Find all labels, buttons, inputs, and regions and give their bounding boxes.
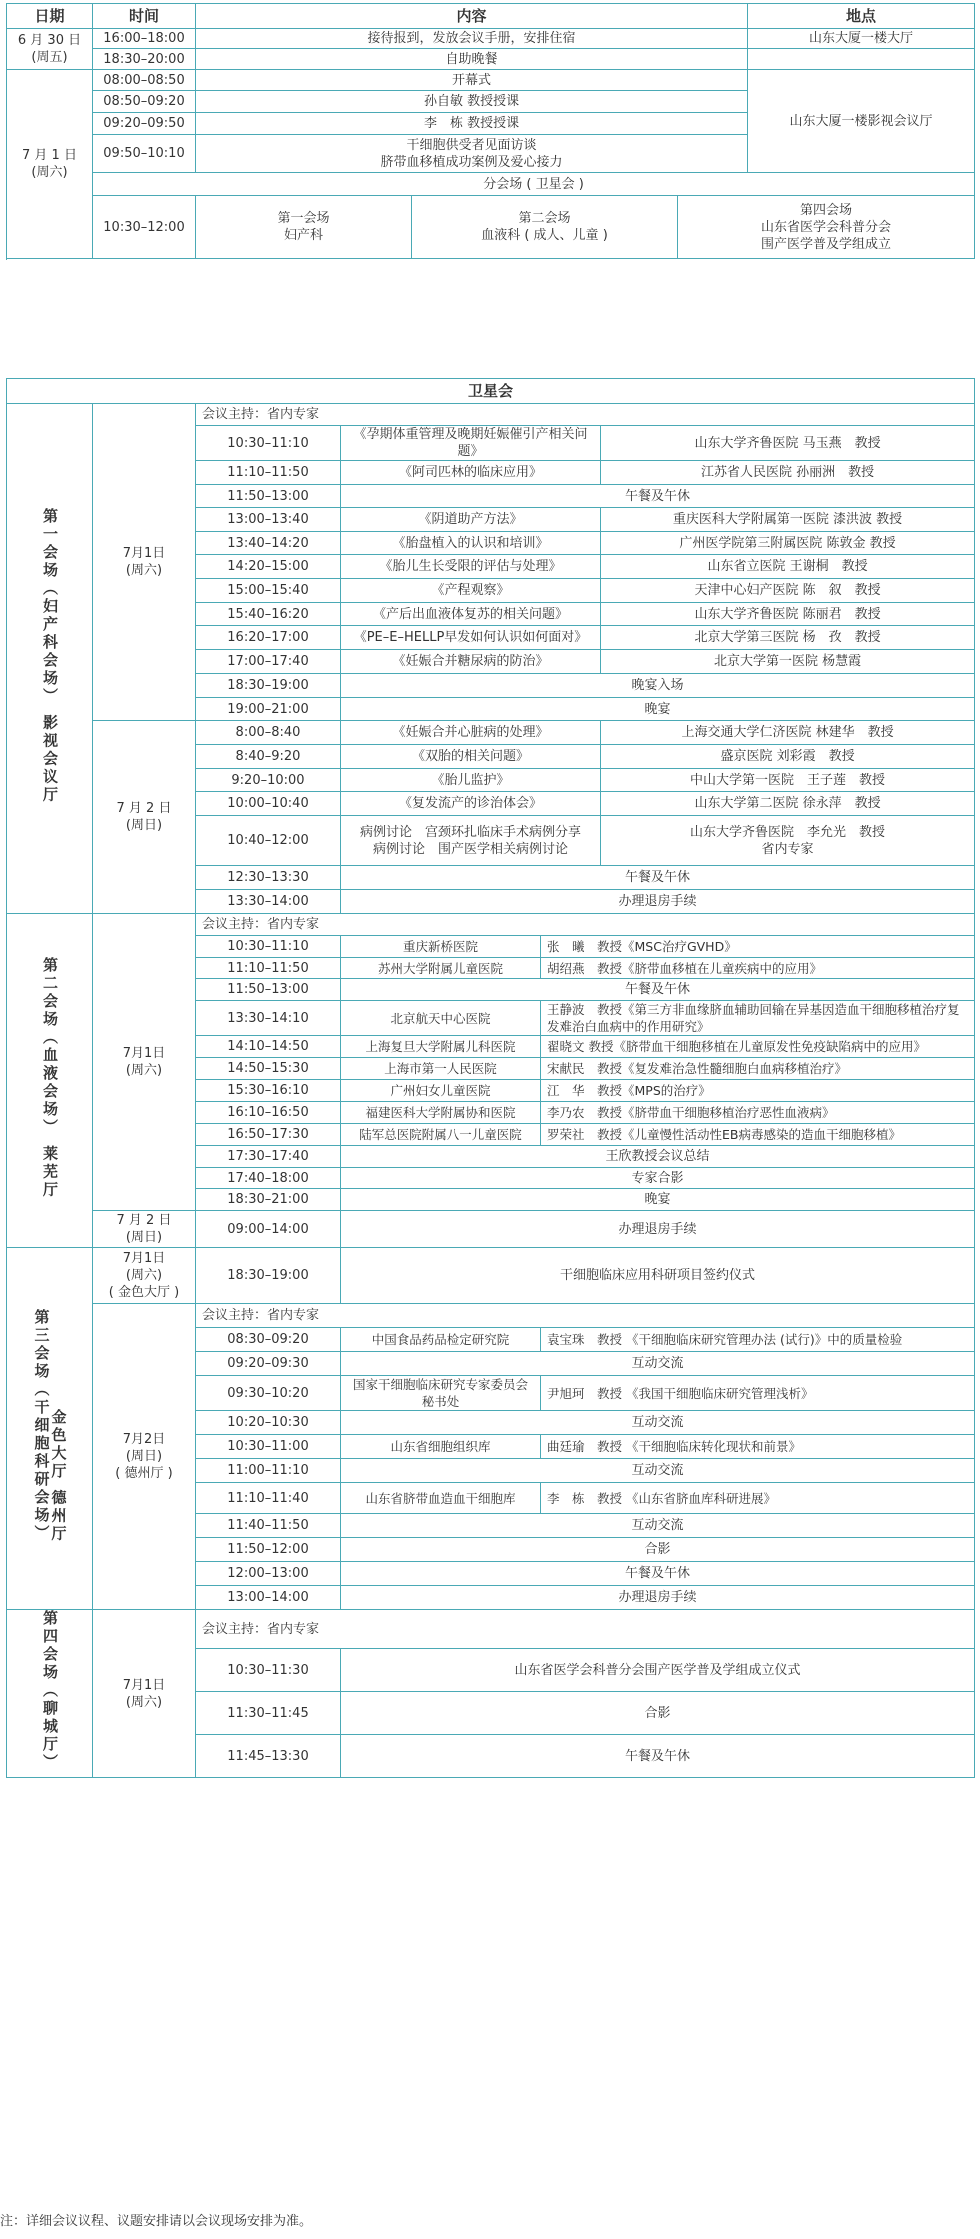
content-cell: 李 栋 教授授课 bbox=[196, 113, 748, 135]
venue-title-text: 金色大厅 德州厅 bbox=[49, 1408, 68, 1543]
talk-cell: 袁宝珠 教授 《干细胞临床研究管理办法 (试行)》中的质量检验 bbox=[541, 1328, 975, 1352]
venue-title-text: 第一会场（妇产科会场） 影视会议厅 bbox=[41, 507, 59, 805]
speaker-cell: 山东大学齐鲁医院 马玉燕 教授 bbox=[601, 426, 975, 461]
date-line: 7 月 2 日 bbox=[116, 1213, 172, 1228]
time-cell: 11:50–13:00 bbox=[196, 485, 341, 508]
date-line: ( 金色大厅 ) bbox=[108, 1285, 180, 1300]
venue-cell: 第二会场 血液科 ( 成人、儿童 ) bbox=[412, 196, 678, 259]
talk-cell: 翟晓文 教授《脐带血干细胞移植在儿童原发性免疫缺陷病中的应用》 bbox=[541, 1036, 975, 1058]
content-cell: 互动交流 bbox=[341, 1459, 975, 1483]
org-cell: 苏州大学附属儿童医院 bbox=[341, 958, 541, 979]
content-cell: 互动交流 bbox=[341, 1514, 975, 1538]
content-cell: 山东省医学会科普分会围产医学普及学组成立仪式 bbox=[341, 1649, 975, 1692]
time-cell: 08:00–08:50 bbox=[93, 70, 196, 91]
time-cell: 11:45–13:30 bbox=[196, 1735, 341, 1778]
header-location: 地点 bbox=[748, 4, 975, 29]
time-cell: 10:30–11:00 bbox=[196, 1435, 341, 1459]
topic-cell: 《妊娠合并糖尿病的防治》 bbox=[341, 650, 601, 674]
content-cell: 合影 bbox=[341, 1538, 975, 1562]
venue-title bbox=[7, 404, 93, 914]
date-cell bbox=[93, 1304, 196, 1610]
venue-title-text: 第三会场（干细胞科研会场） bbox=[32, 1309, 51, 1543]
time-cell: 15:30–16:10 bbox=[196, 1080, 341, 1102]
location-cell bbox=[748, 49, 975, 70]
content-cell: 办理退房手续 bbox=[341, 1211, 975, 1248]
speaker-cell: 山东大学第二医院 徐永萍 教授 bbox=[601, 792, 975, 816]
satellite-title-row bbox=[7, 379, 975, 404]
table-row bbox=[7, 196, 975, 259]
speaker-cell: 中山大学第一医院 王子莲 教授 bbox=[601, 769, 975, 792]
content-cell: 办理退房手续 bbox=[341, 1586, 975, 1610]
org-cell: 广州妇女儿童医院 bbox=[341, 1080, 541, 1102]
topic-cell: 《胎盘植入的认识和培训》 bbox=[341, 532, 601, 555]
date-line: ( 德州厅 ) bbox=[115, 1466, 173, 1481]
topic-cell: 《复发流产的诊治体会》 bbox=[341, 792, 601, 816]
table-row bbox=[7, 70, 975, 91]
content-cell: 合影 bbox=[341, 1692, 975, 1735]
time-cell: 10:30–11:10 bbox=[196, 936, 341, 958]
content-cell: 午餐及午休 bbox=[341, 1562, 975, 1586]
talk-cell: 宋献民 教授《复发难治急性髓细胞白血病移植治疗》 bbox=[541, 1058, 975, 1080]
org-cell: 国家干细胞临床研究专家委员会 秘书处 bbox=[341, 1376, 541, 1411]
date-line: 7月1日 bbox=[122, 1251, 166, 1266]
org-cell: 山东省脐带血造血干细胞库 bbox=[341, 1483, 541, 1514]
content-cell: 晚宴 bbox=[341, 698, 975, 721]
content-cell: 孙自敏 教授授课 bbox=[196, 91, 748, 113]
time-cell: 18:30–21:00 bbox=[196, 1189, 341, 1211]
host-cell: 会议主持：省内专家 bbox=[196, 1610, 975, 1649]
time-cell: 18:30–19:00 bbox=[196, 1248, 341, 1304]
date-line: 7月1日 bbox=[122, 1677, 166, 1693]
speaker-cell: 山东大学齐鲁医院 李允光 教授 省内专家 bbox=[601, 816, 975, 866]
speaker-cell: 广州医学院第三附属医院 陈敦金 教授 bbox=[601, 532, 975, 555]
speaker-cell: 山东大学齐鲁医院 陈丽君 教授 bbox=[601, 603, 975, 626]
time-cell: 09:20–09:30 bbox=[196, 1352, 341, 1376]
date-line: (周日) bbox=[125, 1449, 163, 1464]
location-cell: 山东大厦一楼大厅 bbox=[748, 29, 975, 49]
plenary-table bbox=[6, 3, 975, 259]
satellite-title: 卫星会 bbox=[7, 379, 975, 404]
venue-title-text: 第四会场（聊城厅） bbox=[41, 1610, 59, 1772]
time-cell: 13:00–13:40 bbox=[196, 508, 341, 532]
talk-cell: 尹旭珂 教授 《我国干细胞临床研究管理浅析》 bbox=[541, 1376, 975, 1411]
date-line: 7 月 2 日 bbox=[116, 801, 172, 816]
date-cell bbox=[93, 914, 196, 1211]
content-cell: 干细胞临床应用科研项目签约仪式 bbox=[341, 1248, 975, 1304]
venue-title bbox=[7, 1248, 93, 1610]
time-cell: 11:00–11:10 bbox=[196, 1459, 341, 1483]
talk-cell: 王静波 教授《第三方非血缘脐血辅助回输在异基因造血干细胞移植治疗复发难治白血病中的作用研究》 bbox=[541, 1001, 975, 1036]
org-cell: 中国食品药品检定研究院 bbox=[341, 1328, 541, 1352]
date-line: (周日) bbox=[125, 1230, 163, 1245]
content-cell: 专家合影 bbox=[341, 1168, 975, 1189]
time-cell: 13:00–14:00 bbox=[196, 1586, 341, 1610]
talk-cell: 张 曦 教授《MSC治疗GVHD》 bbox=[541, 936, 975, 958]
topic-cell: 《产程观察》 bbox=[341, 579, 601, 603]
date-cell bbox=[93, 1211, 196, 1248]
header-content: 内容 bbox=[196, 4, 748, 29]
date-cell bbox=[93, 1610, 196, 1778]
table-row bbox=[7, 1248, 975, 1304]
branch-label: 分会场 ( 卫星会 ) bbox=[93, 173, 975, 196]
content-cell: 王欣教授会议总结 bbox=[341, 1146, 975, 1168]
time-cell: 17:30–17:40 bbox=[196, 1146, 341, 1168]
content-cell: 办理退房手续 bbox=[341, 890, 975, 914]
org-cell: 山东省细胞组织库 bbox=[341, 1435, 541, 1459]
time-cell: 16:00–18:00 bbox=[93, 29, 196, 49]
host-cell: 会议主持：省内专家 bbox=[196, 914, 975, 936]
table-row bbox=[7, 173, 975, 196]
date-line: (周六) bbox=[125, 1268, 163, 1283]
speaker-cell: 北京大学第一医院 杨慧霞 bbox=[601, 650, 975, 674]
content-cell: 互动交流 bbox=[341, 1411, 975, 1435]
date-line: (周六) bbox=[125, 1063, 163, 1078]
time-cell: 17:40–18:00 bbox=[196, 1168, 341, 1189]
topic-cell: 《胎儿监护》 bbox=[341, 769, 601, 792]
time-cell: 16:50–17:30 bbox=[196, 1124, 341, 1146]
time-cell: 14:20–15:00 bbox=[196, 555, 341, 579]
header-row bbox=[7, 4, 975, 29]
org-cell: 福建医科大学附属协和医院 bbox=[341, 1102, 541, 1124]
date-cell: 6 月 30 日 (周五) bbox=[7, 29, 93, 70]
date-line: (周六) bbox=[125, 563, 163, 578]
header-date: 日期 bbox=[7, 4, 93, 29]
topic-cell: 《胎儿生长受限的评估与处理》 bbox=[341, 555, 601, 579]
venue-title bbox=[7, 1610, 93, 1778]
content-cell: 午餐及午休 bbox=[341, 485, 975, 508]
org-cell: 上海复旦大学附属儿科医院 bbox=[341, 1036, 541, 1058]
time-cell: 10:30–11:10 bbox=[196, 426, 341, 461]
time-cell: 15:40–16:20 bbox=[196, 603, 341, 626]
location-cell: 山东大厦一楼影视会议厅 bbox=[748, 70, 975, 173]
time-cell: 10:20–10:30 bbox=[196, 1411, 341, 1435]
date-line: 7月1日 bbox=[122, 1046, 166, 1061]
talk-cell: 李乃农 教授《脐带血干细胞移植治疗恶性血液病》 bbox=[541, 1102, 975, 1124]
date-cell bbox=[93, 721, 196, 914]
time-cell: 18:30–19:00 bbox=[196, 674, 341, 698]
talk-cell: 胡绍燕 教授《脐带血移植在儿童疾病中的应用》 bbox=[541, 958, 975, 979]
time-cell: 9:20–10:00 bbox=[196, 769, 341, 792]
topic-cell: 病例讨论 宫颈环扎临床手术病例分享 病例讨论 围产医学相关病例讨论 bbox=[341, 816, 601, 866]
time-cell: 11:40–11:50 bbox=[196, 1514, 341, 1538]
topic-cell: 《妊娠合并心脏病的处理》 bbox=[341, 721, 601, 745]
org-cell: 上海市第一人民医院 bbox=[341, 1058, 541, 1080]
table-row bbox=[7, 1610, 975, 1649]
time-cell: 11:30–11:45 bbox=[196, 1692, 341, 1735]
content-cell: 开幕式 bbox=[196, 70, 748, 91]
time-cell: 08:50–09:20 bbox=[93, 91, 196, 113]
venue-title bbox=[7, 914, 93, 1248]
date-line: 7月2日 bbox=[122, 1432, 166, 1447]
talk-cell: 江 华 教授《MPS的治疗》 bbox=[541, 1080, 975, 1102]
time-cell: 08:30–09:20 bbox=[196, 1328, 341, 1352]
time-cell: 10:30–11:30 bbox=[196, 1649, 341, 1692]
content-cell: 干细胞供受者见面访谈 脐带血移植成功案例及爱心接力 bbox=[196, 135, 748, 173]
content-cell: 午餐及午休 bbox=[341, 979, 975, 1001]
time-cell: 8:00–8:40 bbox=[196, 721, 341, 745]
time-cell: 11:50–13:00 bbox=[196, 979, 341, 1001]
date-line: (周日) bbox=[125, 818, 163, 833]
time-cell: 13:40–14:20 bbox=[196, 532, 341, 555]
time-cell: 18:30–20:00 bbox=[93, 49, 196, 70]
time-cell: 11:10–11:40 bbox=[196, 1483, 341, 1514]
time-cell: 15:00–15:40 bbox=[196, 579, 341, 603]
satellite-table bbox=[6, 378, 975, 1778]
speaker-cell: 江苏省人民医院 孙丽洲 教授 bbox=[601, 461, 975, 485]
talk-cell: 罗荣社 教授《儿童慢性活动性EB病毒感染的造血干细胞移植》 bbox=[541, 1124, 975, 1146]
time-cell: 10:00–10:40 bbox=[196, 792, 341, 816]
footnote: 注：详细会议议程、议题安排请以会议现场安排为准。 bbox=[0, 2214, 313, 2229]
table-row bbox=[7, 914, 975, 936]
content-cell: 互动交流 bbox=[341, 1352, 975, 1376]
talk-cell: 曲廷瑜 教授 《干细胞临床转化现状和前景》 bbox=[541, 1435, 975, 1459]
time-cell: 12:00–13:00 bbox=[196, 1562, 341, 1586]
venue-cell: 第四会场 山东省医学会科普分会 围产医学普及学组成立 bbox=[678, 196, 975, 259]
time-cell: 11:50–12:00 bbox=[196, 1538, 341, 1562]
speaker-cell: 北京大学第三医院 杨 孜 教授 bbox=[601, 626, 975, 650]
time-cell: 14:10–14:50 bbox=[196, 1036, 341, 1058]
time-cell: 12:30–13:30 bbox=[196, 866, 341, 890]
org-cell: 北京航天中心医院 bbox=[341, 1001, 541, 1036]
speaker-cell: 上海交通大学仁济医院 林建华 教授 bbox=[601, 721, 975, 745]
date-line: 7月1日 bbox=[122, 546, 166, 561]
talk-cell: 李 栋 教授 《山东省脐血库科研进展》 bbox=[541, 1483, 975, 1514]
date-cell bbox=[93, 404, 196, 721]
host-cell: 会议主持：省内专家 bbox=[196, 1304, 975, 1328]
topic-cell: 《孕期体重管理及晚期妊娠催引产相关问题》 bbox=[341, 426, 601, 461]
speaker-cell: 天津中心妇产医院 陈 叙 教授 bbox=[601, 579, 975, 603]
time-cell: 13:30–14:00 bbox=[196, 890, 341, 914]
time-cell: 10:30–12:00 bbox=[93, 196, 196, 259]
speaker-cell: 山东省立医院 王谢桐 教授 bbox=[601, 555, 975, 579]
time-cell: 09:50–10:10 bbox=[93, 135, 196, 173]
topic-cell: 《阿司匹林的临床应用》 bbox=[341, 461, 601, 485]
topic-cell: 《双胎的相关问题》 bbox=[341, 745, 601, 769]
org-cell: 重庆新桥医院 bbox=[341, 936, 541, 958]
time-cell: 11:10–11:50 bbox=[196, 461, 341, 485]
time-cell: 09:20–09:50 bbox=[93, 113, 196, 135]
content-cell: 午餐及午休 bbox=[341, 1735, 975, 1778]
time-cell: 09:30–10:20 bbox=[196, 1376, 341, 1411]
table-row bbox=[7, 1304, 975, 1328]
host-cell: 会议主持：省内专家 bbox=[196, 404, 975, 426]
time-cell: 16:10–16:50 bbox=[196, 1102, 341, 1124]
time-cell: 17:00–17:40 bbox=[196, 650, 341, 674]
table-row bbox=[7, 404, 975, 426]
date-cell bbox=[93, 1248, 196, 1304]
speaker-cell: 盛京医院 刘彩霞 教授 bbox=[601, 745, 975, 769]
content-cell: 晚宴入场 bbox=[341, 674, 975, 698]
time-cell: 13:30–14:10 bbox=[196, 1001, 341, 1036]
time-cell: 10:40–12:00 bbox=[196, 816, 341, 866]
content-cell: 接待报到，发放会议手册，安排住宿 bbox=[196, 29, 748, 49]
time-cell: 8:40–9:20 bbox=[196, 745, 341, 769]
time-cell: 11:10–11:50 bbox=[196, 958, 341, 979]
venue-title-text: 第二会场（血液会场） 莱芜厅 bbox=[41, 956, 59, 1200]
header-time: 时间 bbox=[93, 4, 196, 29]
content-cell: 晚宴 bbox=[341, 1189, 975, 1211]
content-cell: 自助晚餐 bbox=[196, 49, 748, 70]
table-row bbox=[7, 1211, 975, 1248]
topic-cell: 《阴道助产方法》 bbox=[341, 508, 601, 532]
time-cell: 14:50–15:30 bbox=[196, 1058, 341, 1080]
content-cell: 午餐及午休 bbox=[341, 866, 975, 890]
time-cell: 16:20–17:00 bbox=[196, 626, 341, 650]
time-cell: 19:00–21:00 bbox=[196, 698, 341, 721]
time-cell: 09:00–14:00 bbox=[196, 1211, 341, 1248]
table-row bbox=[7, 721, 975, 745]
org-cell: 陆军总医院附属八一儿童医院 bbox=[341, 1124, 541, 1146]
date-cell: 7 月 1 日 (周六) bbox=[7, 70, 93, 259]
topic-cell: 《产后出血液体复苏的相关问题》 bbox=[341, 603, 601, 626]
table-row bbox=[7, 29, 975, 49]
venue-cell: 第一会场 妇产科 bbox=[196, 196, 412, 259]
topic-cell: 《PE–E–HELLP早发如何认识如何面对》 bbox=[341, 626, 601, 650]
date-line: (周六) bbox=[125, 1694, 163, 1710]
table-row bbox=[7, 49, 975, 70]
speaker-cell: 重庆医科大学附属第一医院 漆洪波 教授 bbox=[601, 508, 975, 532]
